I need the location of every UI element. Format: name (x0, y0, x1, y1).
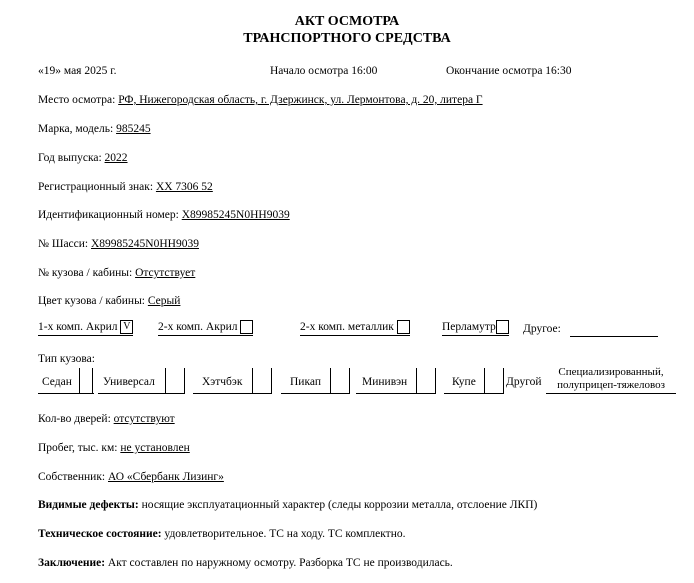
reg-value: ХХ 7306 52 (155, 181, 213, 193)
doors-label: Кол-во дверей: (38, 413, 114, 425)
body-type-coupe-line (444, 393, 504, 394)
mileage-label: Пробег, тыс. км: (38, 442, 121, 454)
vin-value: X89985245N0HH9039 (181, 209, 290, 221)
body-type-minivan-line (356, 393, 436, 394)
paint-option-2-checkbox[interactable] (240, 320, 253, 334)
owner-label: Собственник: (38, 471, 108, 483)
body-type-minivan-label: Минивэн (362, 376, 408, 388)
body-type-label: Тип кузова: (38, 353, 95, 365)
year-value: 2022 (104, 152, 128, 164)
paint-option-3 (300, 320, 410, 336)
body-number-value: Отсутствует (135, 267, 196, 279)
paint-option-3-checkbox[interactable] (397, 320, 410, 334)
paint-option-1-label: 1-х комп. Акрил (38, 321, 118, 333)
body-type-coupe-label: Купе (452, 376, 476, 388)
vin-label: Идентификационный номер: (38, 209, 182, 221)
doors-value: отсутствуют (113, 413, 175, 425)
body-type-sedan-label: Седан (42, 376, 72, 388)
conclusion-row (38, 556, 453, 570)
paint-option-1 (38, 320, 133, 336)
condition-row (38, 527, 405, 541)
doors-row (38, 412, 175, 426)
reg-label: Регистрационный знак: (38, 181, 156, 193)
title-line-1: АКТ ОСМОТРА (294, 14, 400, 29)
paint-option-3-label: 2-х комп. металлик (300, 321, 394, 333)
condition-label: Техническое состояние: (38, 528, 162, 540)
mileage-value: не установлен (120, 442, 190, 454)
paint-option-4-checkbox[interactable] (496, 320, 509, 334)
body-type-sedan-line (38, 393, 94, 394)
body-type-other-value-line2: полуприцеп-тяжеловоз (557, 379, 665, 391)
conclusion-value: Акт составлен по наружному осмотру. Разборка ТС не производилась. (105, 557, 453, 569)
body-type-coupe-checkbox[interactable] (484, 368, 504, 394)
body-type-other-value (546, 366, 676, 392)
condition-value: удовлетворительное. ТС на ходу. ТС комплектно. (161, 528, 406, 540)
make-value: 985245 (116, 123, 151, 135)
mileage-row (38, 441, 190, 455)
year-row (38, 151, 128, 165)
body-type-hatchback-line (193, 393, 272, 394)
body-type-pickup-label: Пикап (290, 376, 321, 388)
body-type-hatchback-label: Хэтчбэк (202, 376, 243, 388)
chassis-label: № Шасси: (38, 238, 91, 250)
body-type-other-value-line1: Специализированный, (558, 366, 664, 378)
body-type-other-label: Другой (506, 376, 542, 388)
body-number-label: № кузова / кабины: (38, 267, 136, 279)
body-number-row (38, 266, 195, 280)
body-type-hatchback-checkbox[interactable] (252, 368, 272, 394)
defects-row (38, 498, 537, 512)
body-type-minivan-checkbox[interactable] (416, 368, 436, 394)
color-value: Серый (147, 295, 181, 307)
title-line-2: ТРАНСПОРТНОГО СРЕДСТВА (243, 31, 451, 46)
body-type-other-line (546, 393, 676, 394)
paint-option-2-label: 2-х комп. Акрил (158, 321, 238, 333)
make-label: Марка, модель: (38, 123, 117, 135)
color-label: Цвет кузова / кабины: (38, 295, 148, 307)
body-type-universal-label: Универсал (103, 376, 155, 388)
place-row (38, 93, 483, 107)
owner-value: АО «Сбербанк Лизинг» (108, 471, 224, 483)
make-row (38, 122, 151, 136)
body-type-pickup-line (281, 393, 350, 394)
chassis-row (38, 237, 199, 251)
body-type-pickup-checkbox[interactable] (330, 368, 350, 394)
paint-option-1-checkbox[interactable]: V (120, 320, 133, 334)
paint-option-4 (442, 320, 509, 336)
reg-row (38, 180, 213, 194)
conclusion-label: Заключение: (38, 557, 106, 569)
vin-row (38, 208, 290, 222)
defects-label: Видимые дефекты: (38, 499, 139, 511)
body-type-universal-line (98, 393, 185, 394)
place-label: Место осмотра: (38, 94, 119, 106)
chassis-value: X89985245N0HH9039 (91, 238, 199, 250)
color-row (38, 294, 180, 308)
start-time: Начало осмотра 16:00 (270, 65, 378, 77)
body-type-sedan-checkbox[interactable] (79, 368, 93, 394)
owner-row (38, 470, 224, 484)
paint-option-4-label: Перламутр (442, 321, 496, 333)
body-type-universal-checkbox[interactable] (165, 368, 185, 394)
year-label: Год выпуска: (38, 152, 105, 164)
place-value: РФ, Нижегородская область, г. Дзержинск, ул. Лермонтова, д. 20, литера Г (118, 94, 483, 106)
paint-other-label: Другое: (523, 323, 561, 335)
end-time: Окончание осмотра 16:30 (446, 65, 572, 77)
date: «19» мая 2025 г. (38, 65, 117, 77)
paint-other-field[interactable] (570, 336, 658, 337)
paint-option-2 (158, 320, 253, 336)
defects-value: носящие эксплуатационный характер (следы коррозии металла, отслоение ЛКП) (138, 499, 538, 511)
